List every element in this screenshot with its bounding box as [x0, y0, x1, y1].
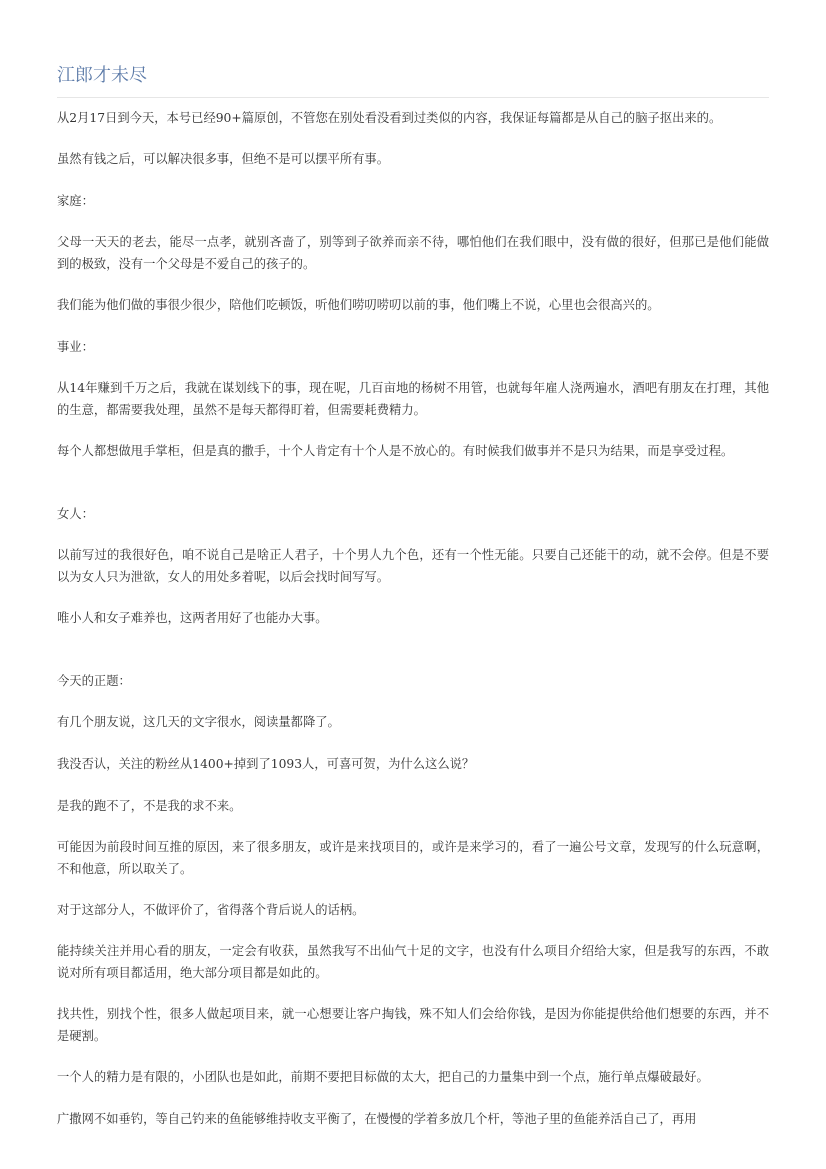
- paragraph-money: 虽然有钱之后，可以解决很多事，但绝不是可以摆平所有事。: [57, 152, 390, 166]
- paragraph-focus: 一个人的精力是有限的，小团队也是如此，前期不要把目标做的太大，把自己的力量集中到一个点，施行单点爆破最好。: [57, 1070, 709, 1084]
- title-divider: [57, 97, 769, 98]
- article-title: 江郎才未尽: [57, 65, 147, 86]
- paragraph-feedback: 有几个朋友说，这几天的文字很水，阅读量都降了。: [57, 715, 340, 729]
- paragraph-loyal-readers: 能持续关注并用心看的朋友，一定会有收获，虽然我写不出仙气十足的文字，也没有什么项目介绍给大家，但是我写的东西，不敢说对所有项目都适用，绝大部分项目都是如此的。: [57, 944, 769, 980]
- paragraph-intro: 从2月17日到今天，本号已经90+篇原创，不管您在别处看没看到过类似的内容，我保证每篇都是从自己的脑子抠出来的。: [57, 111, 722, 125]
- paragraph-parents-time: 我们能为他们做的事很少很少，陪他们吃顿饭，听他们唠叨唠叨以前的事，他们嘴上不说，心里也会很高兴的。: [57, 298, 660, 312]
- paragraph-followers: 我没否认，关注的粉丝从1400+掉到了1093人，可喜可贺，为什么这么说？: [57, 757, 475, 771]
- section-heading-women: 女人：: [57, 507, 94, 521]
- paragraph-parents: 父母一天天的老去，能尽一点孝，就别吝啬了，别等到子欲养而亲不待，哪怕他们在我们眼中，没有做的很好，但那已是他们能做到的极致，没有一个父母是不爱自己的孩子的。: [57, 235, 769, 271]
- section-heading-family: 家庭：: [57, 194, 94, 208]
- paragraph-unfollow: 可能因为前段时间互推的原因，来了很多朋友，或许是来找项目的，或许是来学习的，看了一遍公号文章，发现写的什么玩意啊，不和他意，所以取关了。: [57, 840, 769, 876]
- paragraph-destiny: 是我的跑不了，不是我的求不来。: [57, 799, 242, 813]
- paragraph-commonality: 找共性，别找个性，很多人做起项目来，就一心想要让客户掏钱，殊不知人们会给你钱，是因为你能提供给他们想要的东西，并不是硬割。: [57, 1007, 769, 1043]
- paragraph-no-comment: 对于这部分人，不做评价了，省得落个背后说人的话柄。: [57, 903, 365, 917]
- section-heading-career: 事业：: [57, 340, 94, 354]
- paragraph-hands-off: 每个人都想做甩手掌柜，但是真的撒手，十个人肯定有十个人是不放心的。有时候我们做事并不是只为结果，而是享受过程。: [57, 444, 734, 458]
- paragraph-women: 以前写过的我很好色，咱不说自己是啥正人君子，十个男人九个色，还有一个性无能。只要自己还能干的动，就不会停。但是不要以为女人只为泄欲，女人的用处多着呢，以后会找时间写写。: [57, 548, 769, 584]
- paragraph-quote: 唯小人和女子难养也，这两者用好了也能办大事。: [57, 611, 328, 625]
- paragraph-career: 从14年赚到千万之后，我就在谋划线下的事，现在呢，几百亩地的杨树不用管，也就每年雇人浇两遍水，酒吧有朋友在打理，其他的生意，都需要我处理，虽然不是每天都得盯着，但需要耗费精力。: [57, 381, 769, 417]
- paragraph-fishing: 广撒网不如垂钓，等自己钓来的鱼能够维持收支平衡了，在慢慢的学着多放几个杆，等池子里的鱼能养活自己了，再用: [57, 1112, 697, 1126]
- section-heading-main-topic: 今天的正题：: [57, 674, 131, 688]
